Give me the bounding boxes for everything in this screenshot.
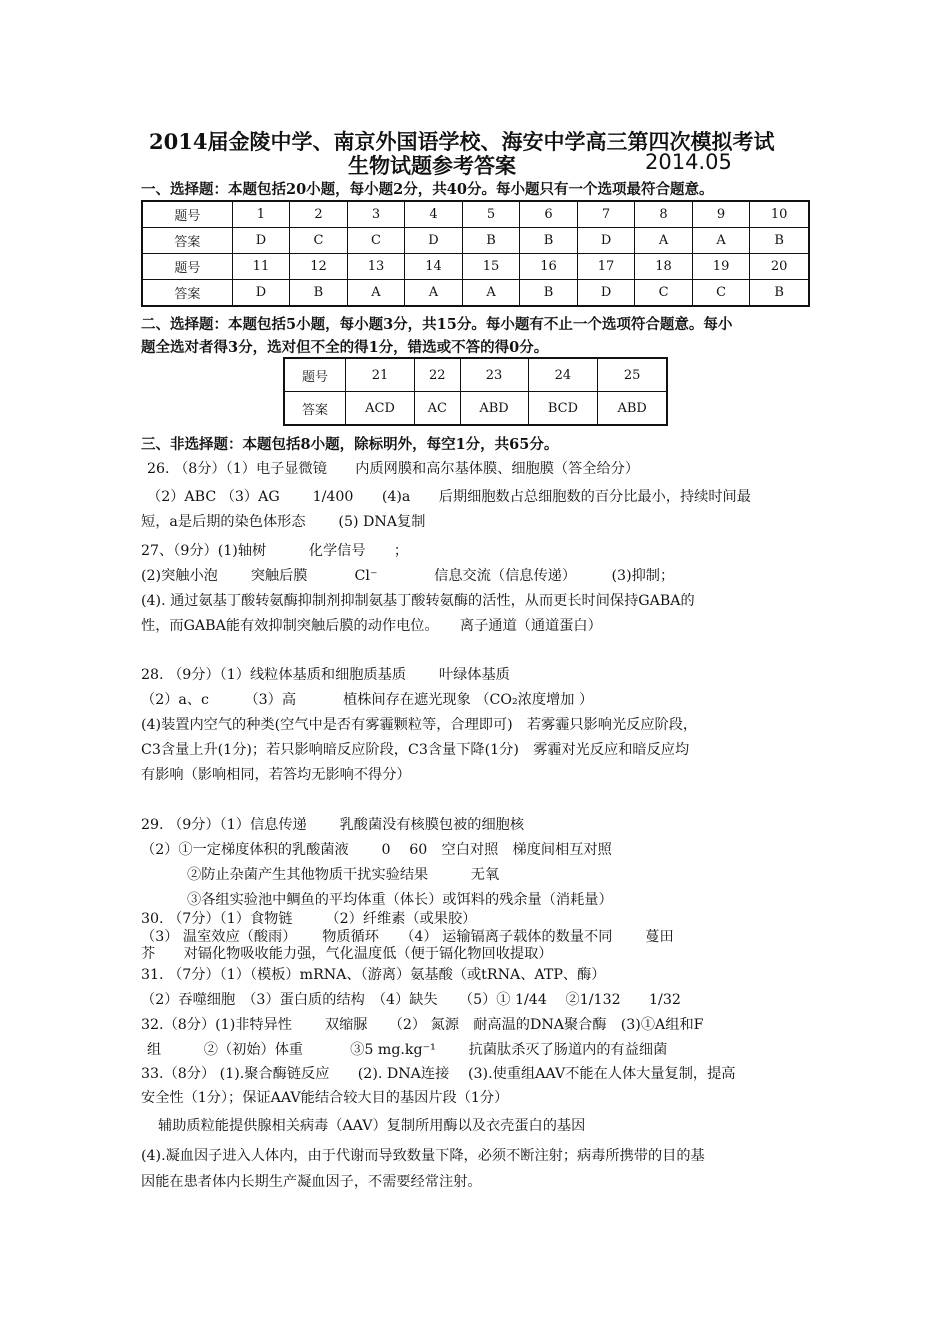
- answer-line: （2）①一定梯度体积的乳酸菌液 0 60 空白对照 梯度间相互对照: [141, 842, 612, 858]
- row-header-cell: 答案: [284, 392, 346, 426]
- answer-line: 32.（8分）(1)非特异性 双缩脲 （2） 氮源 耐高温的DNA聚合酶 (3)①A组和F: [141, 1017, 704, 1033]
- table-cell: 7: [577, 201, 635, 228]
- table-cell: 17: [577, 254, 635, 280]
- table-cell: 11: [232, 254, 290, 280]
- answer-line: (4).凝血因子进入人体内，由于代谢而导致数量下降，必须不断注射；病毒所携带的目的基: [141, 1148, 705, 1164]
- answer-line: 有影响（影响相同，若答均无影响不得分）: [141, 767, 411, 783]
- table-cell: 14: [405, 254, 463, 280]
- table-cell: 1: [232, 201, 290, 228]
- answer-line: 28. （9分）（1）线粒体基质和细胞质基质 叶绿体基质: [141, 667, 510, 683]
- table-cell: D: [232, 228, 290, 254]
- row-header-cell: 题号: [142, 254, 232, 280]
- answer-line: 26. （8分）（1）电子显微镜 内质网膜和高尔基体膜、细胞膜（答全给分）: [147, 461, 640, 477]
- table-cell: 24: [528, 358, 598, 392]
- table-cell: 19: [692, 254, 750, 280]
- section3-heading: 三、非选择题：本题包括8小题，除标明外，每空1分，共65分。: [141, 436, 559, 453]
- table-cell: 23: [460, 358, 528, 392]
- table-cell: 5: [462, 201, 520, 228]
- table-cell: C: [635, 280, 693, 307]
- table-cell: 16: [520, 254, 578, 280]
- table-cell: B: [520, 228, 578, 254]
- answer-line: 31. （7分）（1）（模板）mRNA、（游离）氨基酸（或tRNA、ATP、酶）: [141, 967, 606, 983]
- table-cell: 18: [635, 254, 693, 280]
- answer-table-2: [283, 357, 668, 426]
- answer-line: （2）吞噬细胞 （3）蛋白质的结构 （4）缺失 （5）① 1/44 ②1/132 1/32: [141, 992, 681, 1008]
- table-cell: C: [347, 228, 405, 254]
- table-cell: 15: [462, 254, 520, 280]
- table-cell: B: [290, 280, 348, 307]
- answer-line: （2）a、c （3）高 植株间存在遮光现象 （CO₂浓度增加 ）: [141, 692, 594, 708]
- table-cell: 10: [750, 201, 809, 228]
- table-cell: B: [520, 280, 578, 307]
- table-cell: D: [232, 280, 290, 307]
- answer-line: 30. （7分）（1）食物链 （2）纤维素（或果胶）: [141, 911, 477, 927]
- answer-line: 33.（8分） (1).聚合酶链反应 (2). DNA连接 (3).使重组AAV不能在人体大量复制，提高: [141, 1066, 736, 1082]
- table-cell: B: [750, 228, 809, 254]
- table-cell: A: [347, 280, 405, 307]
- table-cell: 9: [692, 201, 750, 228]
- row-header-cell: 答案: [142, 280, 232, 307]
- row-header-cell: 题号: [284, 358, 346, 392]
- answer-line: ③各组实验池中鲷鱼的平均体重（体长）或饵料的残余量（消耗量）: [187, 892, 613, 908]
- section1-heading: 一、选择题：本题包括20小题，每小题2分，共40分。每小题只有一个选项最符合题意。: [141, 181, 714, 198]
- table-cell: A: [635, 228, 693, 254]
- table-row: [142, 228, 809, 254]
- table-cell: C: [692, 280, 750, 307]
- table-cell: 20: [750, 254, 809, 280]
- answer-line: (4). 通过氨基丁酸转氨酶抑制剂抑制氨基丁酸转氨酶的活性，从而更长时间保持GABA的: [141, 593, 695, 609]
- answer-line: 芥 对镉化物吸收能力强，气化温度低（便于镉化物回收提取）: [141, 946, 553, 962]
- answer-line: 安全性（1分）；保证AAV能结合较大目的基因片段（1分）: [141, 1090, 509, 1106]
- table-cell: 4: [405, 201, 463, 228]
- table-cell: 2: [290, 201, 348, 228]
- table-cell: 3: [347, 201, 405, 228]
- table-cell: 21: [346, 358, 415, 392]
- answer-line: ②防止杂菌产生其他物质干扰实验结果 无氧: [187, 867, 500, 883]
- table-cell: 8: [635, 201, 693, 228]
- table-cell: AC: [414, 392, 460, 426]
- answer-line: 辅助质粒能提供腺相关病毒（AAV）复制所用酶以及衣壳蛋白的基因: [158, 1118, 586, 1134]
- table-cell: 6: [520, 201, 578, 228]
- row-header-cell: 答案: [142, 228, 232, 254]
- table-cell: D: [577, 280, 635, 307]
- table-cell: BCD: [528, 392, 598, 426]
- table-cell: C: [290, 228, 348, 254]
- table-cell: A: [462, 280, 520, 307]
- answer-line: 短，a是后期的染色体形态 (5) DNA复制: [141, 514, 426, 530]
- table-cell: A: [405, 280, 463, 307]
- answer-line: （2）ABC （3）AG 1/400 (4)a 后期细胞数占总细胞数的百分比最小，持续时间最: [147, 489, 751, 505]
- answer-line: 组 ②（初始）体重 ③5 mg.kg⁻¹ 抗菌肽杀灭了肠道内的有益细菌: [147, 1042, 668, 1058]
- table-row: [284, 358, 667, 392]
- answer-table-1: [141, 200, 810, 307]
- answer-line: 性，而GABA能有效抑制突触后膜的动作电位。 离子通道（通道蛋白）: [141, 618, 602, 634]
- answer-key-title: 生物试题参考答案: [348, 153, 516, 178]
- row-header-cell: 题号: [142, 201, 232, 228]
- table-cell: 22: [414, 358, 460, 392]
- table-cell: ABD: [598, 392, 667, 426]
- table-cell: ABD: [460, 392, 528, 426]
- table-cell: D: [405, 228, 463, 254]
- section2-heading-line1: 二、选择题：本题包括5小题，每小题3分，共15分。每小题有不止一个选项符合题意。每小: [141, 316, 733, 333]
- table-row: [284, 392, 667, 426]
- answer-line: (4)装置内空气的种类(空气中是否有雾霾颗粒等，合理即可) 若雾霾只影响光反应阶段，: [141, 717, 698, 733]
- table-cell: 12: [290, 254, 348, 280]
- answer-line: (2)突触小泡 突触后膜 Cl⁻ 信息交流（信息传递） (3)抑制；: [141, 568, 675, 584]
- answer-line: C3含量上升(1分)；若只影响暗反应阶段，C3含量下降(1分) 雾霾对光反应和暗反应均: [141, 742, 690, 758]
- answer-line: 因能在患者体内长期生产凝血因子，不需要经常注射。: [141, 1174, 482, 1190]
- exam-title: 2014届金陵中学、南京外国语学校、海安中学高三第四次模拟考试: [149, 129, 775, 154]
- exam-date: 2014.05: [645, 150, 732, 174]
- table-cell: B: [750, 280, 809, 307]
- table-cell: 13: [347, 254, 405, 280]
- table-cell: A: [692, 228, 750, 254]
- table-cell: D: [577, 228, 635, 254]
- table-row: [142, 280, 809, 307]
- table-row: [142, 201, 809, 228]
- answer-line: （3） 温室效应（酸雨） 物质循环 （4） 运输镉离子载体的数量不同 蔓田: [141, 929, 674, 945]
- table-cell: B: [462, 228, 520, 254]
- table-cell: ACD: [346, 392, 415, 426]
- answer-line: 29. （9分）（1）信息传递 乳酸菌没有核膜包被的细胞核: [141, 817, 525, 833]
- section2-heading-line2: 题全选对者得3分，选对但不全的得1分，错选或不答的得0分。: [141, 339, 549, 356]
- answer-line: 27、（9分）(1)轴树 化学信号 ；: [141, 543, 409, 559]
- table-cell: 25: [598, 358, 667, 392]
- table-row: [142, 254, 809, 280]
